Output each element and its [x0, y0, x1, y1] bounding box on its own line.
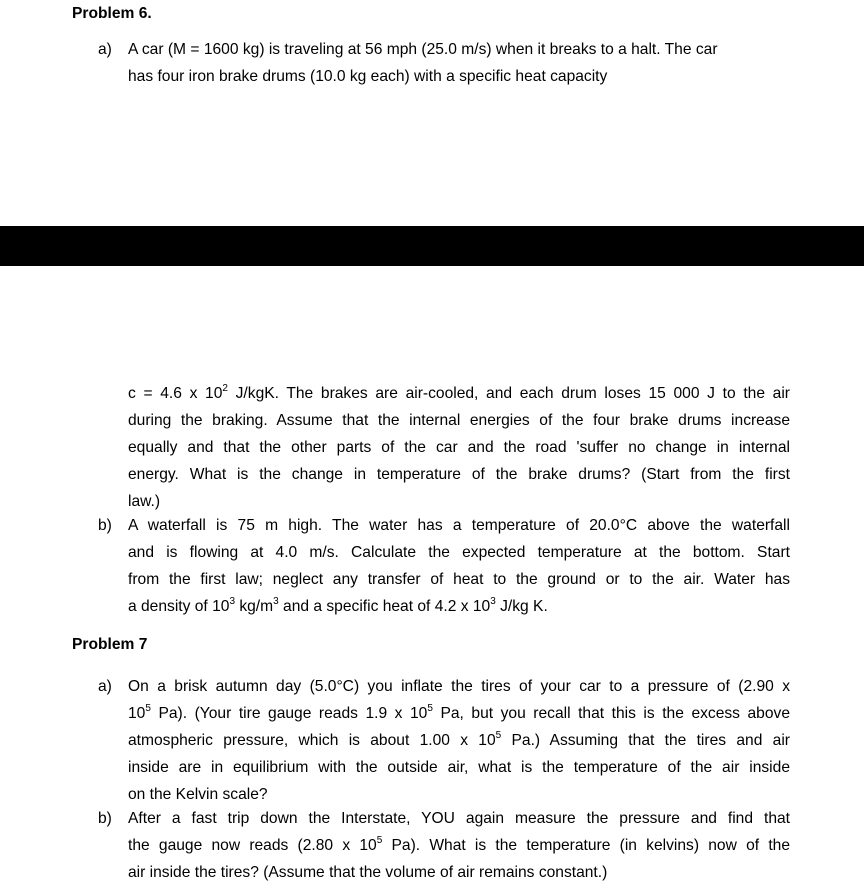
problem-7b-text	[128, 805, 790, 886]
text-line: has four iron brake drums (10.0 kg each) with a specific heat capacity	[128, 68, 608, 85]
problem-6-heading: Problem 6.	[72, 5, 152, 22]
problem-6a-text	[128, 36, 790, 90]
item-marker: a)	[98, 41, 112, 58]
text-line: on the Kelvin scale?	[128, 786, 268, 803]
text-line: during the braking. Assume that the internal energies of the four brake drums increase	[128, 412, 790, 429]
text-line: A waterfall is 75 m high. The water has a temperature of 20.0°C above the waterfall	[128, 517, 790, 534]
text-line: atmospheric pressure, which is about 1.00 x $10^5$ Pa.) Assuming that the tires and air	[128, 729, 790, 749]
text-line: equally and that the other parts of the car and the road 'suffer no change in internal	[128, 439, 790, 456]
problem-7a-text	[128, 673, 790, 808]
text-line: and is flowing at 4.0 m/s. Calculate the expected temperature at the bottom. Start	[128, 544, 790, 561]
text-line: law.)	[128, 493, 161, 510]
text-line: air inside the tires? (Assume that the volume of air remains constant.)	[128, 864, 608, 881]
text-line: the gauge now reads (2.80 x $10^5$ Pa). What is the temperature (in kelvins) now of the	[128, 834, 790, 854]
item-marker: b)	[98, 810, 112, 827]
text-line: inside are in equilibrium with the outside air, what is the temperature of the air inside	[128, 759, 790, 776]
text-line: On a brisk autumn day (5.0°C) you inflate the tires of your car to a pressure of (2.90 x	[128, 678, 790, 695]
item-marker: b)	[98, 517, 112, 534]
text-line: A car (M = 1600 kg) is traveling at 56 mph (25.0 m/s) when it breaks to a halt. The car	[128, 41, 718, 58]
text-line: from the first law; neglect any transfer of heat to the ground or to the air. Water has	[128, 571, 790, 588]
text-line: energy. What is the change in temperature of the brake drums? (Start from the first	[128, 466, 790, 483]
text-line: $10^5$ Pa). (Your tire gauge reads 1.9 x $10^5$ Pa, but you recall that this is the excess above	[128, 702, 790, 722]
problem-7-heading: Problem 7	[72, 636, 148, 653]
problem-6b-text	[128, 512, 790, 620]
text-line: a density of $10^3$ $kg/m^3$ and a specific heat of 4.2 x $10^3$ J/kg K.	[128, 595, 548, 615]
text-line: After a fast trip down the Interstate, YOU again measure the pressure and find that	[128, 810, 790, 827]
text-line: c = 4.6 x $10^2$ J/kgK. The brakes are air-cooled, and each drum loses 15 000 J to the air	[128, 382, 790, 402]
redaction-bar	[0, 226, 864, 266]
problem-6a-continued-text	[128, 380, 790, 515]
item-marker: a)	[98, 678, 112, 695]
